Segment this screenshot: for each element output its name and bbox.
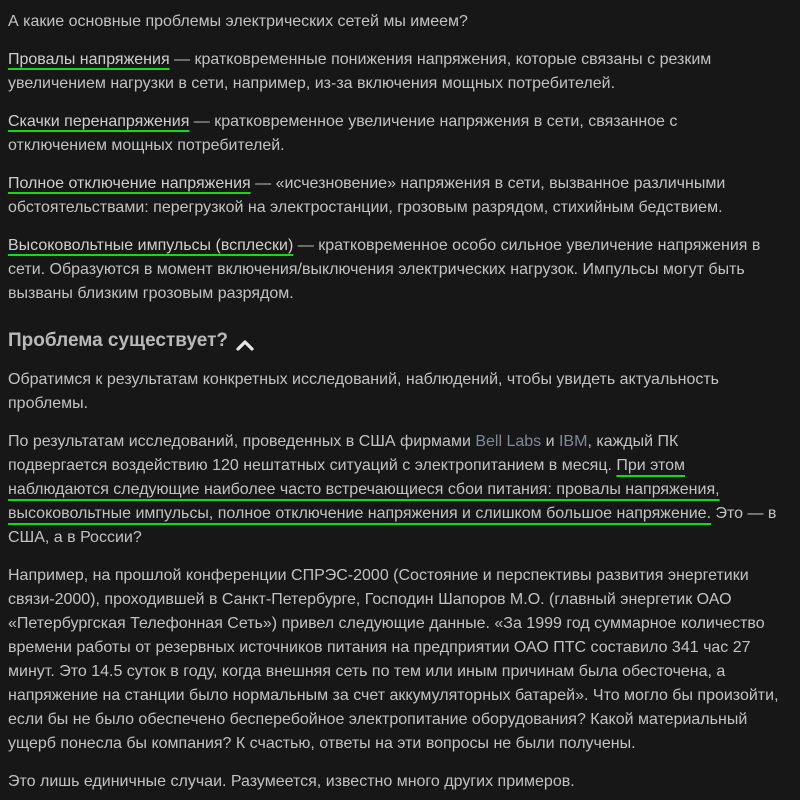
closing-paragraph: Это лишь единичные случаи. Разумеется, известно много других примеров. xyxy=(8,773,575,790)
problem-description: — кратковременное увеличение напряжения в сети, связанное с отключением мощных потребителей. xyxy=(8,113,678,154)
problem-item xyxy=(8,48,780,96)
intro-question: А какие основные проблемы электрических сетей мы имеем? xyxy=(8,13,468,30)
section-paragraph: Обратимся к результатам конкретных исследований, наблюдений, чтобы увидеть актуальность проблемы. xyxy=(8,371,720,412)
paragraph-text: и xyxy=(541,433,559,450)
problem-item xyxy=(8,234,780,306)
paragraph-text: Это — в США, а в России? xyxy=(8,505,777,546)
problem-term: Полное отключение напряжения xyxy=(8,175,251,192)
section-heading[interactable] xyxy=(8,328,780,354)
problem-description: — «исчезновение» напряжения в сети, вызванное различными обстоятельствами: перегрузкой на электростанции, грозовым разрядом, стихийным бедствием. xyxy=(8,175,726,216)
problem-term: Провалы напряжения xyxy=(8,51,170,68)
problem-item xyxy=(8,110,780,158)
problem-term: Высоковольтные импульсы (всплески) xyxy=(8,237,294,254)
chevron-up-icon[interactable] xyxy=(236,334,254,348)
bell-labs-link[interactable]: Bell Labs xyxy=(475,433,542,450)
highlighted-text: При этом наблюдаются следующие наиболее часто встречающиеся сбои питания: провалы напряжения, высоковольтные импульсы, полное отключение напряжения и слишком большое напряжение. xyxy=(8,457,720,522)
problem-description: — кратковременное особо сильное увеличение напряжения в сети. Образуются в момент включения/выключения электрических нагрузок. Импульсы могут быть вызваны близким грозовым разрядом. xyxy=(8,237,761,302)
research-paragraph xyxy=(8,430,780,550)
section-heading-text: Проблема существует? xyxy=(8,330,229,351)
problem-item xyxy=(8,172,780,220)
problem-term: Скачки перенапряжения xyxy=(8,113,190,130)
paragraph-text: , каждый ПК подвергается воздействию 120 нештатных ситуаций с электропитанием в месяц. xyxy=(8,433,679,474)
problem-description: — кратковременные понижения напряжения, которые связаны с резким увеличением нагрузки в сети, например, из-за включения мощных потребителей. xyxy=(8,51,712,92)
ibm-link[interactable]: IBM xyxy=(558,433,588,450)
example-paragraph: Например, на прошлой конференции СПРЭС-2000 (Состояние и перспективы развития энергетики связи-2000), проходившей в Санкт-Петербурге, Господин Шапоров М.О. (главный энергетик ОАО «Петербургская Телефонная Сеть») привел следующие данные. «За 1999 год суммарное количество времени работы от резервных источников питания на предприятии ОАО ПТС составило 341 час 27 минут. Это 14.5 суток в году, когда внешняя сеть по тем или иным причинам была обесточена, а напряжение на станции было нормальным за счет аккумуляторных батарей». Что могло бы произойти, если бы не было обеспечено бесперебойное электропитание оборудования? Какой материальный ущерб понесла бы компания? К счастью, ответы на эти вопросы не были получены. xyxy=(8,567,779,752)
paragraph-text: По результатам исследований, проведенных в США фирмами xyxy=(8,433,476,450)
